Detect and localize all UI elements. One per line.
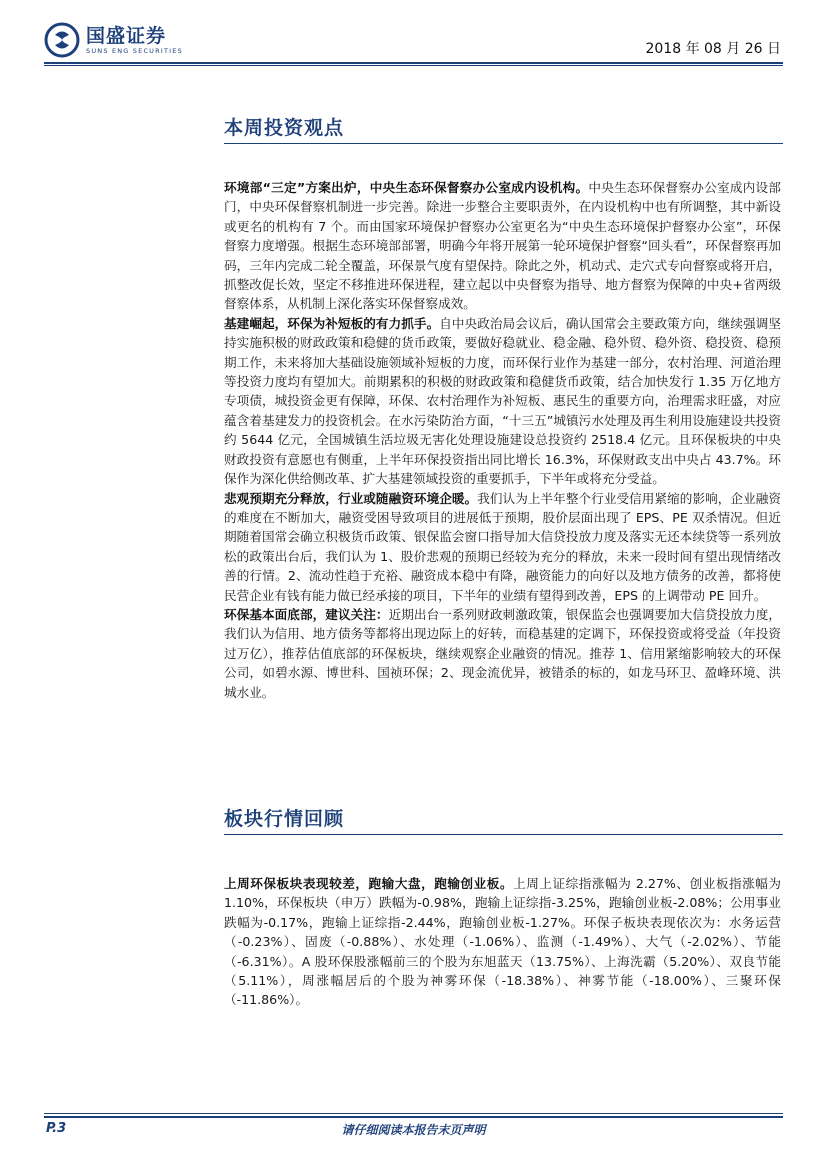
paragraph-lead: 环保基本面底部，建议关注： <box>224 606 389 622</box>
paragraph-text: 中央生态环保督察办公室成内设部门，中央环保督察机制进一步完善。除进一步整合主要职责外，在内设机构中也有所调整，其中新设或更名的机构有 7 个。而由国家环境保护督察办公室更名为“中央生态环境保护督察办公室”，环保督察力度增强。根据生态环境部部署，明确今年将开展第一轮环境保护督察“回头看”，环保督察再加码，三年内完成二轮全覆盖，环保景气度有望保持。除此之外，机动式、走穴式专向督察或将开启，抓整改促长效，坚定不移推进环保进程，建立起以中央督察为指导、地方督察为保障的中央+省两级督察体系，从机制上深化落实环保督察成效。 <box>224 180 781 312</box>
paragraph-lead: 悲观预期充分释放，行业或随融资环境企暖。 <box>224 490 478 506</box>
brand-name-en: SUNS ENG SECURITIES <box>86 47 183 55</box>
footer-divider <box>44 1116 783 1118</box>
paragraph <box>224 178 781 314</box>
paragraph-lead: 基建崛起，环保为补短板的有力抓手。 <box>224 315 440 331</box>
header-divider <box>44 62 783 64</box>
market-review-body <box>224 874 781 1010</box>
paragraph <box>224 874 781 1010</box>
brand-logo-icon <box>44 22 80 58</box>
footer-divider-thin <box>44 1113 783 1114</box>
page-header <box>0 0 827 70</box>
paragraph-text: 自中央政治局会议后，确认国常会主要政策方向，继续强调坚持实施积极的财政政策和稳健的货币政策，要做好稳就业、稳金融、稳外贸、稳外资、稳投资、稳预期工作，未来将加大基础设施领域补短板的力度，而环保行业作为基建一部分，农村治理、河道治理等投资力度均有望加大。前期累积的积极的财政政策和稳健货币政策，结合加快发行 1.35 万亿地方专项债，城投资金更有保障，环保、农村治理作为补短板、惠民生的重要方向，治理需求旺盛，对应蕴含着基建发力的投资机会。在水污染防治方面，“十三五”城镇污水处理及再生利用设施建设共投资约 5644 亿元，全国城镇生活垃圾无害化处理设施建设总投资约 2518.4 亿元。且环保板块的中央财政投资有意愿也有侧重，上半年环保投资指出同比增长 16.3%，环保财政支出中央占 43.7%。环保作为深化供给侧改革、扩大基建领域投资的重要抓手，下半年或将充分受益。 <box>224 315 782 487</box>
paragraph-lead: 上周环保板块表现较差，跑输大盘，跑输创业板。 <box>224 876 514 891</box>
section-title-rule <box>224 834 783 835</box>
header-divider-thin <box>44 65 783 66</box>
paragraph-text: 我们认为上半年整个行业受信用紧缩的影响，企业融资的难度在不断加大，融资受困导致项目的进展低于预期，股价层面出现了 EPS、PE 双杀情况。但近期随着国常会确立积极货币政策、银保监会窗口指导加大信贷投放力度及落实无还本续贷等一系列放松的政策出台后，我们认为 1、股价悲观的预期已经较为充分的释放，未来一段时间有望出现情绪改善的行情。2、流动性趋于充裕、融资成本稳中有降，融资能力的向好以及地方债务的改善，都将使民营企业有钱有能力做已经承接的项目，下半年的业绩有望得到改善，EPS 的上调带动 PE 回升。 <box>224 490 782 603</box>
paragraph-text: 近期出台一系列财政刺激政策，银保监会也强调要加大信贷投放力度，我们认为信用、地方债务等都将出现边际上的好转，而稳基建的定调下，环保投资或将受益（年投资过万亿），推荐估值底部的环保板块，继续观察企业融资的情况。推荐 1、信用紧缩影响较大的环保公司，如碧水源、博世科、国祯环保；2、现金流优异，被错杀的标的，如龙马环卫、盈峰环境、洪城水业。 <box>224 606 782 700</box>
paragraph <box>224 489 781 605</box>
paragraph <box>224 314 781 489</box>
section-title-investment-view: 本周投资观点 <box>224 117 345 139</box>
footer-disclaimer: 请仔细阅读本报告末页声明 <box>341 1123 486 1137</box>
paragraph-text: 上周上证综指涨幅为 2.27%、创业板指涨幅为 1.10%，环保板块（申万）跌幅为-0.98%，跑输上证综指-3.25%，跑输创业板-2.08%；公用事业跌幅为-0.17%，跑输上证综指-2.44%，跑输创业板-1.27%。环保子板块表现依次为：水务运营（-0.23%）、固废（-0.88%）、水处理（-1.06%）、监测（-1.49%）、大气（-2.02%）、节能（-6.31%）。A 股环保股涨幅前三的个股为东旭蓝天（13.75%）、上海洗霸（5.20%）、双良节能（5.11%），周涨幅居后的个股为神雾环保（-18.38%）、神雾节能（-18.00%）、三聚环保（-11.86%）。 <box>224 876 782 1008</box>
investment-view-body <box>224 178 781 702</box>
brand-logo <box>44 22 183 58</box>
section-title-market-review: 板块行情回顾 <box>224 808 345 830</box>
report-date: 2018 年 08 月 26 日 <box>645 41 781 57</box>
paragraph-lead: 环境部“三定”方案出炉，中央生态环保督察办公室成内设机构。 <box>224 180 589 195</box>
paragraph <box>224 605 781 702</box>
brand-name-cn: 国盛证券 <box>86 25 167 47</box>
page-number: P.3 <box>46 1121 67 1136</box>
section-title-rule <box>224 143 783 144</box>
